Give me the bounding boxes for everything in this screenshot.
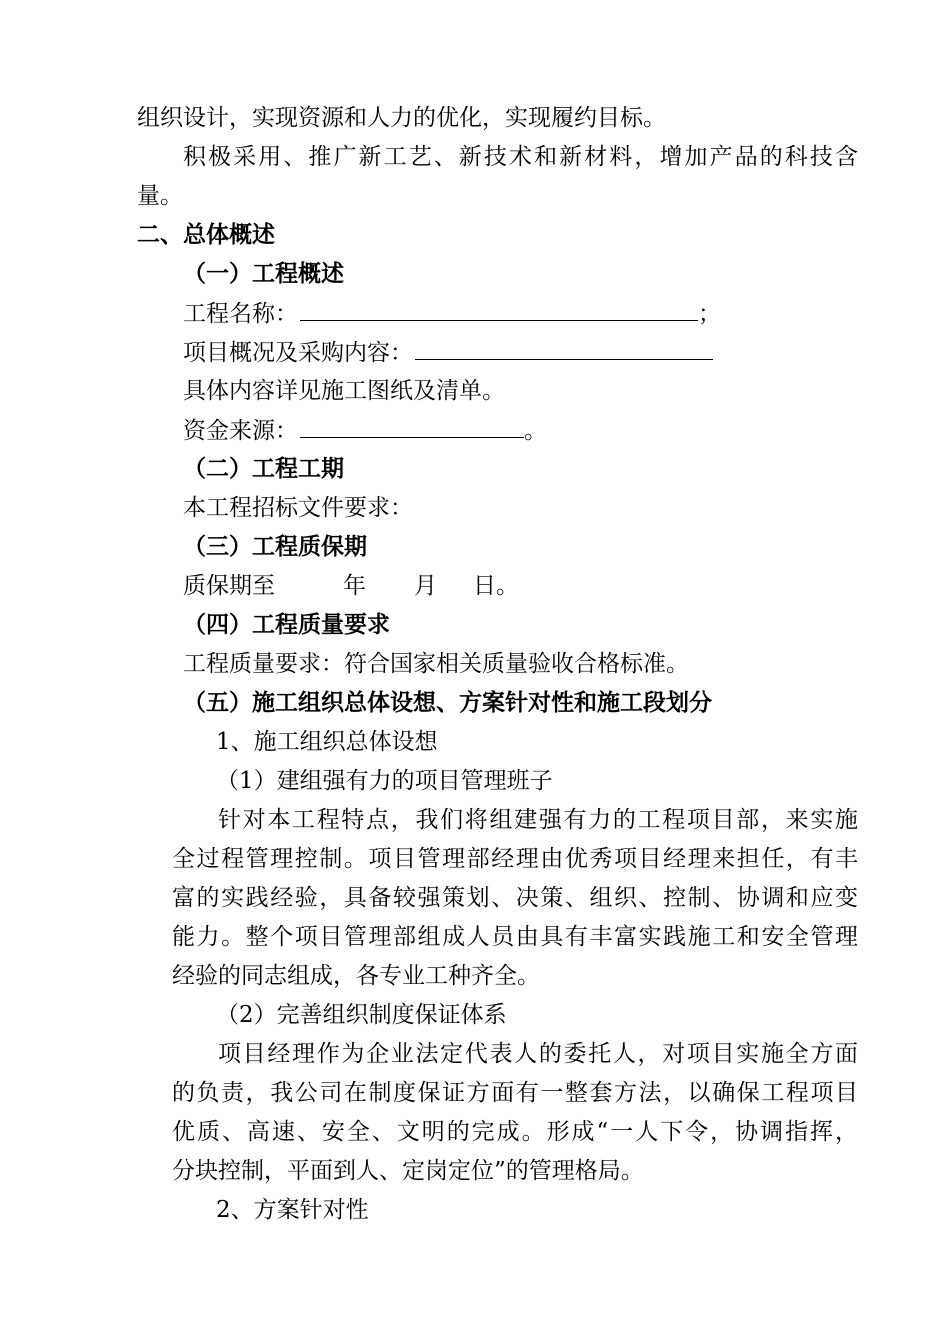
fund-source-field: [183, 415, 547, 446]
field-end: ；: [698, 301, 721, 327]
warranty-line: [183, 571, 519, 601]
text-line: 工程质量要求：符合国家相关质量验收合格标准。: [183, 651, 689, 677]
paragraph-line: 优质、高速、安全、文明的完成。形成“一人下令，协调指挥，: [172, 1119, 858, 1145]
paragraph-line: 的负责，我公司在制度保证方面有一整套方法，以确保工程项目: [172, 1080, 858, 1106]
text-line: 量。: [137, 183, 183, 209]
subsection-heading: （四）工程质量要求: [183, 612, 390, 638]
paragraph-line: 针对本工程特点，我们将组建强有力的工程项目部，来实施: [218, 807, 858, 833]
project-overview-field: [183, 337, 713, 368]
warranty-label: 质保期至: [183, 573, 275, 599]
subsection-heading: （三）工程质保期: [183, 534, 367, 560]
year-label: 年: [343, 573, 366, 599]
section-heading: 二、总体概述: [137, 222, 275, 248]
paragraph-line: 能力。整个项目管理部组成人员由具有丰富实践施工和安全管理: [172, 924, 858, 950]
list-subheading: （2）完善组织制度保证体系: [216, 1002, 507, 1028]
list-heading: 1、施工组织总体设想: [216, 729, 438, 755]
paragraph-line: 富的实践经验，具备较强策划、决策、组织、控制、协调和应变: [172, 885, 858, 911]
paragraph-line: 全过程管理控制。项目管理部经理由优秀项目经理来担任，有丰: [172, 846, 858, 872]
blank-line: [415, 337, 713, 360]
day-label: 日。: [473, 573, 519, 599]
subsection-heading: （一）工程概述: [183, 261, 344, 287]
paragraph-line: 经验的同志组成，各专业工种齐全。: [172, 963, 540, 989]
subsection-heading: （五）施工组织总体设想、方案针对性和施工段划分: [183, 690, 712, 716]
list-heading: 2、方案针对性: [216, 1197, 369, 1223]
text-line: 具体内容详见施工图纸及清单。: [183, 378, 505, 404]
blank-line: [300, 298, 698, 321]
month-label: 月: [414, 573, 437, 599]
text-line: 组织设计，实现资源和人力的优化，实现履约目标。: [137, 105, 666, 131]
text-line: 本工程招标文件要求：: [183, 495, 413, 521]
paragraph-line: 分块控制，平面到人、定岗定位”的管理格局。: [172, 1158, 644, 1184]
paragraph-line: 项目经理作为企业法定代表人的委托人，对项目实施全方面: [218, 1041, 858, 1067]
subsection-heading: （二）工程工期: [183, 456, 344, 482]
field-label: 资金来源：: [183, 418, 298, 444]
blank-line: [300, 415, 524, 438]
list-subheading: （1）建组强有力的项目管理班子: [216, 768, 553, 794]
field-label: 项目概况及采购内容：: [183, 340, 413, 366]
project-name-field: [183, 298, 721, 329]
text-line: 积极采用、推广新工艺、新技术和新材料，增加产品的科技含: [183, 144, 858, 170]
field-end: 。: [524, 418, 547, 444]
field-label: 工程名称：: [183, 301, 298, 327]
